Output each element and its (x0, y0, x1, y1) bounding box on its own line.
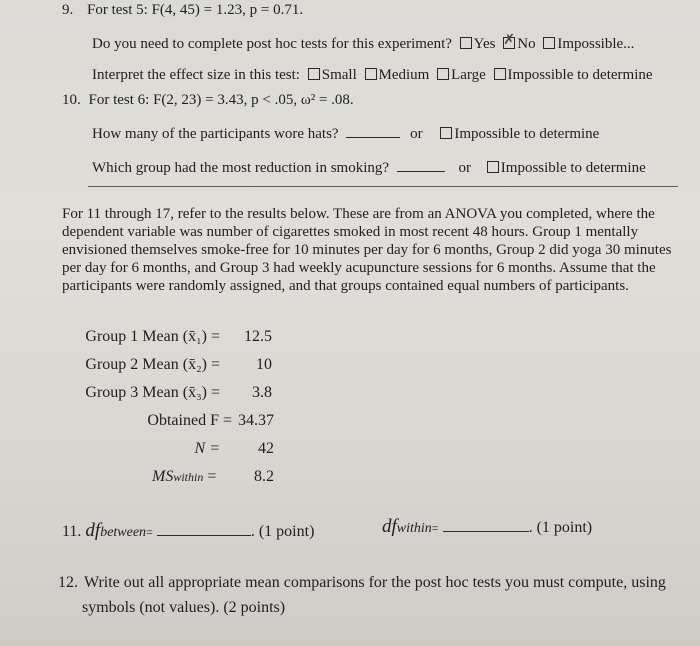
section-divider (88, 186, 678, 187)
q10-hats-line (92, 123, 599, 143)
q12-text-1: Write out all appropriate mean comparisons for the post hoc tests you must compute, using (84, 574, 666, 591)
hats-answer-blank[interactable] (346, 123, 400, 138)
option-impossible-effect[interactable]: Impossible to determine (494, 67, 653, 83)
q10-number: 10. (62, 92, 81, 108)
checkbox-icon[interactable] (543, 37, 555, 49)
result-value-group1: 12.5 (244, 328, 272, 345)
option-small[interactable]: Small (308, 67, 357, 83)
checkbox-icon[interactable] (460, 37, 472, 49)
df-between-label: df (85, 520, 101, 541)
q10-stat: For test 6: F(2, 23) = 3.43, p < .05, ω² = .08. (88, 92, 354, 108)
point-label-1: . (1 point) (250, 523, 315, 540)
result-value-f: 34.37 (238, 412, 274, 429)
result-value-ms-within: 8.2 (254, 468, 274, 485)
smoking-question: Which group had the most reduction in smoking? (92, 160, 390, 176)
option-medium[interactable]: Medium (365, 67, 430, 83)
checkbox-icon[interactable] (440, 127, 452, 139)
q11-number: 11. (62, 523, 82, 540)
option-yes[interactable]: Yes (460, 36, 496, 52)
q9-stat: For test 5: F(4, 45) = 1.23, p = 0.71. (87, 2, 304, 18)
hats-question: How many of the participants wore hats? (92, 126, 339, 142)
posthoc-question: Do you need to complete post hoc tests for this experiment? (92, 36, 452, 52)
checkbox-checked-icon[interactable]: ✗ (503, 33, 515, 48)
q9-posthoc-line (92, 33, 635, 53)
or-label: or (410, 126, 423, 142)
q12-number: 12. (58, 574, 78, 591)
checkbox-icon[interactable] (437, 68, 449, 80)
q9-line (62, 2, 303, 19)
point-label-2: . (1 point) (528, 519, 593, 536)
result-value-group3: 3.8 (252, 384, 272, 401)
q12-line1 (58, 574, 666, 592)
q10-smoking-line (92, 157, 646, 177)
checkbox-icon[interactable] (365, 68, 377, 80)
result-value-n: 42 (258, 440, 274, 457)
q10-line (62, 92, 354, 109)
option-impossible-hats[interactable]: Impossible to determine (440, 126, 599, 142)
option-impossible-smoking[interactable]: Impossible to determine (487, 160, 646, 176)
q11-within-line: dfwithin= . (1 point) (382, 516, 593, 537)
df-between-blank[interactable] (157, 521, 251, 536)
intro-paragraph: For 11 through 17, refer to the results below. These are from an ANOVA you completed, where the dependent variable was number of cigarettes smoked in most recent 48 hours. Group 1 mentally envisioned themselves smoke-free for 10 minutes per day for 6 months, Group 2 did yoga 30 minutes per day for 6 months, and Group 3 had weekly acupuncture sessions for 6 months. Assume that the participants were randomly assigned, and that groups contained equal numbers of participants. (62, 206, 672, 294)
result-label-f: Obtained F = (147, 412, 232, 429)
checkbox-icon[interactable] (308, 68, 320, 80)
checkbox-icon[interactable] (494, 68, 506, 80)
or-label-2: or (458, 160, 472, 176)
checkbox-icon[interactable] (487, 161, 499, 173)
result-label-n: N = (194, 440, 220, 457)
option-large[interactable]: Large (437, 67, 486, 83)
q12-line2: symbols (not values). (2 points) (82, 599, 286, 616)
q11-line: 11. dfbetween= . (1 point) (62, 520, 315, 541)
option-impossible[interactable]: Impossible... (543, 36, 634, 52)
q9-effect-line (92, 67, 653, 84)
option-no[interactable]: ✗ No (503, 33, 536, 52)
result-label-group2: Group 2 Mean (x̄₂) = (85, 356, 220, 373)
df-within-blank[interactable] (443, 517, 529, 532)
result-label-group3: Group 3 Mean (x̄₃) = (85, 384, 220, 401)
df-within-label: df (382, 516, 397, 537)
q9-number: 9. (62, 2, 74, 18)
result-value-group2: 10 (256, 356, 272, 373)
smoking-answer-blank[interactable] (397, 157, 445, 172)
result-label-group1: Group 1 Mean (x̄₁) = (85, 328, 220, 345)
effect-question: Interpret the effect size in this test: (92, 67, 300, 83)
result-label-ms-within: MSwithin = (152, 468, 217, 485)
